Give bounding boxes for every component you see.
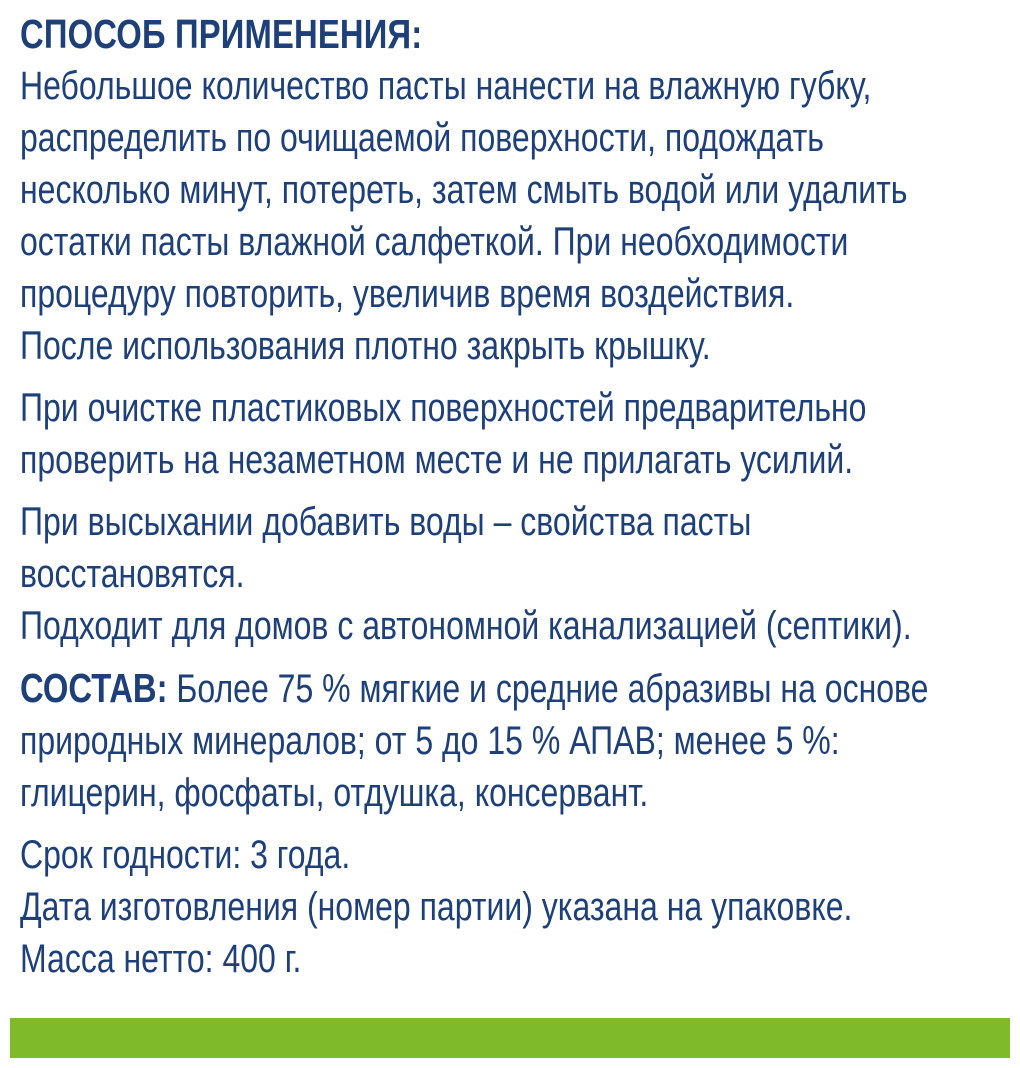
text-line: природных минералов; от 5 до 15 % АПАВ; менее 5 %: [20,719,840,763]
composition-first-line [20,662,1012,715]
usage-paragraph-1 [20,60,1012,372]
composition-heading: СОСТАВ: [20,665,168,711]
usage-paragraph-4 [20,600,1012,652]
usage-paragraph-2 [20,382,1012,486]
text-line: восстановятся. [20,552,245,596]
spacer [20,486,1012,496]
text-content [20,8,1012,985]
text-line: распределить по очищаемой поверхности, подождать [20,116,824,160]
text-line: процедуру повторить, увеличив время воздействия. [20,272,795,316]
spacer [20,819,1012,829]
composition-text: Более 75 % мягкие и средние абразивы на основе [167,667,929,711]
text-line: остатки пасты влажной салфеткой. При необходимости [20,220,849,264]
text-line: проверить на незаметном месте и не прилагать усилий. [20,438,854,482]
instructions-panel [20,8,1015,985]
spacer [20,372,1012,382]
info-section [20,829,1012,985]
net-weight: Масса нетто: 400 г. [20,937,302,981]
production-date: Дата изготовления (номер партии) указана на упаковке. [20,885,853,929]
green-accent-bar [10,1018,1010,1058]
text-line: Небольшое количество пасты нанести на влажную губку, [20,64,872,108]
shelf-life: Срок годности: 3 года. [20,833,351,877]
text-line: После использования плотно закрыть крышку. [20,324,711,368]
text-line: При высыхании добавить воды – свойства пасты [20,500,752,544]
text-line: При очистке пластиковых поверхностей предварительно [20,386,867,430]
usage-paragraph-3 [20,496,1012,600]
usage-heading: СПОСОБ ПРИМЕНЕНИЯ: [20,11,423,57]
spacer [20,652,1012,662]
text-line: Подходит для домов с автономной канализацией (септики). [20,604,912,648]
composition-section [20,662,1012,819]
text-line: несколько минут, потереть, затем смыть водой или удалить [20,168,908,212]
text-line: глицерин, фосфаты, отдушка, консервант. [20,771,649,815]
